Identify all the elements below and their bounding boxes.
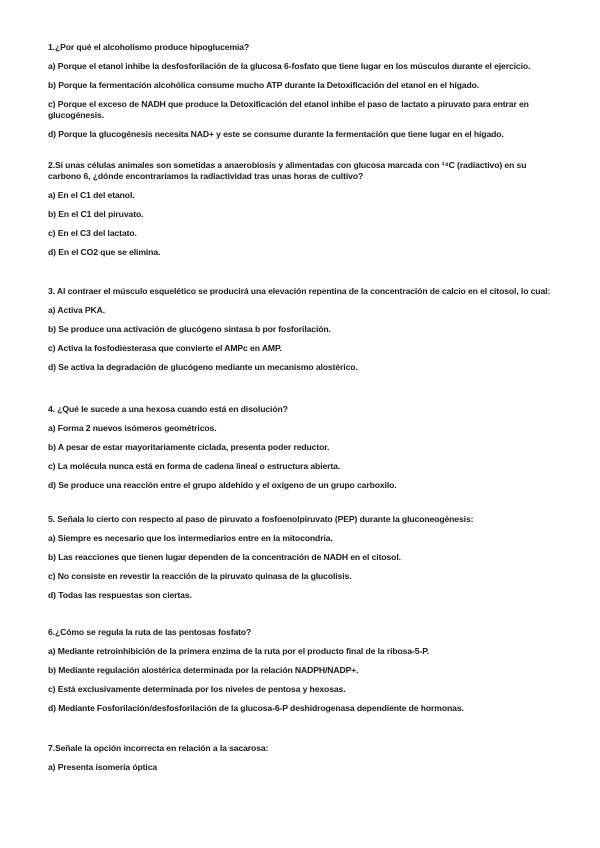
answer-option: d) Todas las respuestas son ciertas. <box>48 590 192 600</box>
question-7 <box>48 743 553 781</box>
answer-option: b) Las reacciones que tienen lugar dependen de la concentración de NADH en el citosol. <box>48 552 401 562</box>
question-6 <box>48 627 553 722</box>
question-stem: 3. Al contraer el músculo esquelético se producirá una elevación repentina de la concentración de calcio en el citosol, lo cual: <box>48 286 551 296</box>
question-stem: 5. Señala lo cierto con respecto al paso de piruvato a fosfoenolpiruvato (PEP) durante la gluconeogénesis: <box>48 514 474 524</box>
question-5 <box>48 514 553 609</box>
answer-option: a) Siempre es necesario que los intermediarios entre en la mitocondria. <box>48 533 333 543</box>
answer-option: a) Forma 2 nuevos isómeros geométricos. <box>48 423 217 433</box>
answer-option: b) Se produce una activación de glucógeno sintasa b por fosforilación. <box>48 324 331 334</box>
question-4 <box>48 404 553 499</box>
answer-option: a) En el C1 del etanol. <box>48 190 135 200</box>
answer-option: c) Porque el exceso de NADH que produce la Detoxificación del etanol inhibe el paso de lactato a piruvato para entrar en glucogénesis. <box>48 99 529 120</box>
answer-option: b) En el C1 del piruvato. <box>48 209 144 219</box>
answer-option: a) Mediante retroinhibición de la primera enzima de la ruta por el producto final de la ribosa-5-P. <box>48 646 430 656</box>
answer-option: a) Activa PKA. <box>48 305 106 315</box>
answer-option: b) A pesar de estar mayoritariamente ciclada, presenta poder reductor. <box>48 442 330 452</box>
answer-option: c) Activa la fosfodiesterasa que convierte el AMPc en AMP. <box>48 343 282 353</box>
answer-option: c) La molécula nunca está en forma de cadena lineal o estructura abierta. <box>48 461 341 471</box>
answer-option: c) Está exclusivamente determinada por los niveles de pentosa y hexosas. <box>48 684 346 694</box>
answer-option: d) Porque la glucogénesis necesita NAD+ y este se consume durante la fermentación que tiene lugar en el hígado. <box>48 129 504 139</box>
answer-option: d) Mediante Fosforilación/desfosforilación de la glucosa-6-P deshidrogenasa dependiente de hormonas. <box>48 703 464 713</box>
question-1 <box>48 42 553 148</box>
answer-option: b) Porque la fermentación alcohólica consume mucho ATP durante la Detoxificación del etanol en el hígado. <box>48 80 480 90</box>
answer-option: c) No consiste en revestir la reacción de la piruvato quinasa de la glucolisis. <box>48 571 352 581</box>
answer-option: a) Porque el etanol inhibe la desfosforilación de la glucosa 6-fosfato que tiene lugar en los músculos durante el ejercicio. <box>48 61 531 71</box>
question-stem: 4. ¿Qué le sucede a una hexosa cuando está en disolución? <box>48 404 288 414</box>
answer-option: b) Mediante regulación alostérica determinada por la relación NADPH/NADP+. <box>48 665 359 675</box>
answer-option: d) Se activa la degradación de glucógeno mediante un mecanismo alostérico. <box>48 362 358 372</box>
question-stem: 7.Señale la opción incorrecta en relación a la sacarosa: <box>48 743 269 753</box>
question-3 <box>48 286 553 381</box>
question-stem: 1.¿Por qué el alcoholismo produce hipoglucemia? <box>48 42 250 52</box>
question-stem: 6.¿Cómo se regula la ruta de las pentosas fosfato? <box>48 627 252 637</box>
answer-option: d) Se produce una reacción entre el grupo aldehído y el oxígeno de un grupo carboxilo. <box>48 480 397 490</box>
answer-option: a) Presenta isomería óptica <box>48 762 158 772</box>
question-stem: 2.Si unas células animales son sometidas a anaerobiosis y alimentadas con glucosa marcada con ¹⁴C (radiactivo) en su carbono 6, ¿dónde encontraríamos la radiactividad tras unas horas de cultivo? <box>48 160 527 181</box>
question-2 <box>48 160 553 266</box>
answer-option: d) En el CO2 que se elimina. <box>48 247 161 257</box>
answer-option: c) En el C3 del lactato. <box>48 228 137 238</box>
